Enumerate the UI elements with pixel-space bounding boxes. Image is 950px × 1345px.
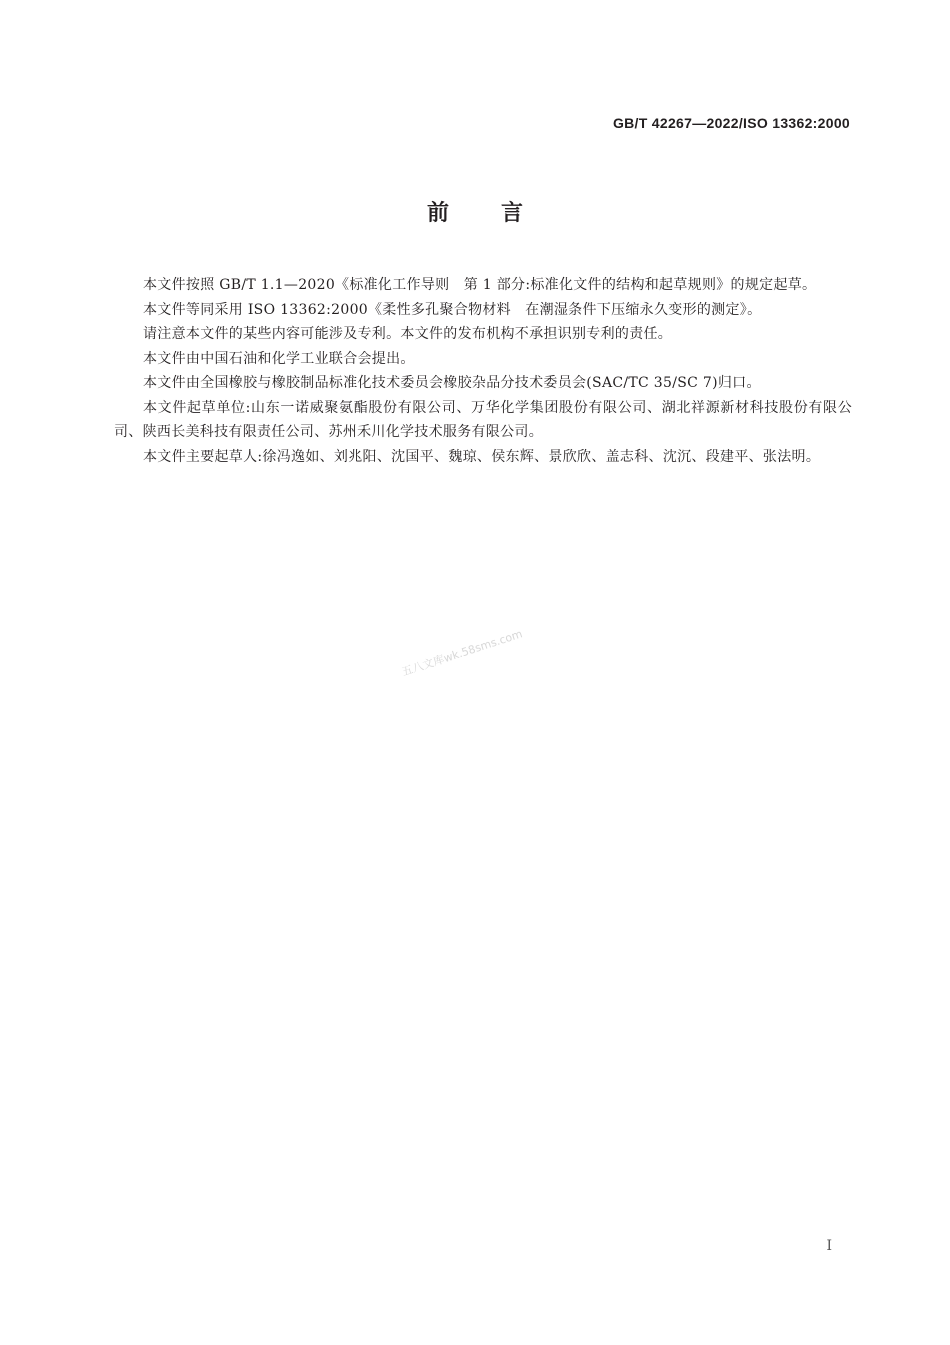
page-title: 前言 xyxy=(426,201,575,226)
paragraph-drafting-units: 本文件起草单位:山东一诺威聚氨酯股份有限公司、万华化学集团股份有限公司、湖北祥源新材科技股份有限公司、陕西长美科技有限责任公司、苏州禾川化学技术服务有限公司。 xyxy=(114,399,852,440)
paragraph-committee: 本文件由全国橡胶与橡胶制品标准化技术委员会橡胶杂品分技术委员会(SAC/TC 35/SC 7)归口。 xyxy=(143,375,761,391)
paragraph-drafters: 本文件主要起草人:徐冯逸如、刘兆阳、沈国平、魏琼、侯东辉、景欣欣、盖志科、沈沉、段建平、张法明。 xyxy=(143,448,821,465)
page-number: I xyxy=(826,1238,832,1254)
watermark: 五八文库wk.58sms.com xyxy=(400,627,525,679)
preface-body xyxy=(114,273,852,469)
paragraph-drafting-rules: 本文件按照 GB/T 1.1—2020《标准化工作导则 第 1 部分:标准化文件的结构和起草规则》的规定起草。 xyxy=(143,277,817,293)
paragraph-proposer: 本文件由中国石油和化学工业联合会提出。 xyxy=(143,350,415,367)
paragraph-patent-notice: 请注意本文件的某些内容可能涉及专利。本文件的发布机构不承担识别专利的责任。 xyxy=(143,326,673,342)
paragraph-equivalent-standard: 本文件等同采用 ISO 13362:2000《柔性多孔聚合物材料 在潮湿条件下压缩永久变形的测定》。 xyxy=(143,301,762,318)
standard-code: GB/T 42267—2022/ISO 13362:2000 xyxy=(612,115,850,131)
